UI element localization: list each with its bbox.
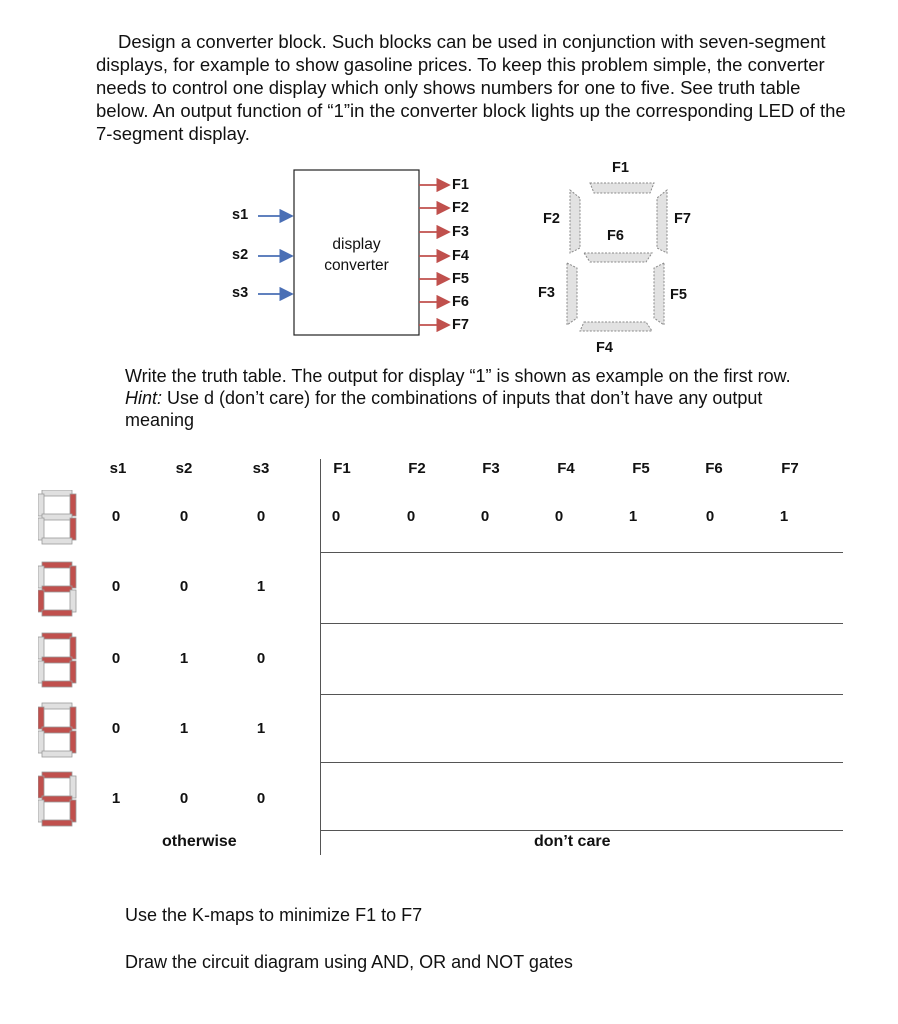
segment-middle [584, 253, 652, 262]
seven-segment-display [567, 183, 667, 331]
cell-r1-s2: 0 [179, 508, 189, 525]
segment-label-lower-right: F5 [670, 287, 687, 303]
segment-label-upper-right: F7 [674, 211, 691, 227]
cell-r1-f4: 0 [554, 508, 564, 525]
cell-r1-f5: 1 [628, 508, 638, 525]
digit-1-icon [38, 490, 76, 544]
cell-r4-s3: 1 [256, 720, 266, 737]
cell-r5-s3: 0 [256, 790, 266, 807]
cell-r3-s2: 1 [179, 650, 189, 667]
cell-r1-f3: 0 [480, 508, 490, 525]
cell-r3-s1: 0 [111, 650, 121, 667]
cell-r5-s1: 1 [111, 790, 121, 807]
segment-bottom [580, 322, 652, 331]
digit-2-icon [38, 562, 76, 616]
cell-r1-f2: 0 [406, 508, 416, 525]
circuit-instruction: Draw the circuit diagram using AND, OR and NOT gates [125, 952, 573, 972]
cell-r2-s1: 0 [111, 578, 121, 595]
segment-label-upper-left: F2 [543, 211, 560, 227]
row-line-1 [320, 552, 843, 553]
converter-diagram [0, 0, 898, 360]
cell-r1-s3: 0 [256, 508, 266, 525]
intro-text: Design a converter block. Such blocks can be used in conjunction with seven-segment displays, for example to show gasoline prices. To keep this problem simple, the converter needs to control one display which only shows numbers for one to five. See truth table below. An output function of “1”in the converter block lights up the corresponding LED of the 7-segment display. [96, 31, 846, 144]
cell-r2-s2: 0 [179, 578, 189, 595]
digit-icons [38, 490, 88, 830]
block-label-line1: display [332, 236, 381, 253]
cell-r2-s3: 1 [256, 578, 266, 595]
instruction-paragraph [125, 365, 825, 431]
cell-r5-s2: 0 [179, 790, 189, 807]
cell-r1-s1: 0 [111, 508, 121, 525]
digit-3-icon [38, 633, 76, 687]
block-label-line2: converter [324, 257, 389, 274]
segment-lower-right [654, 263, 664, 325]
segment-label-middle: F6 [607, 228, 624, 244]
header-f4: F4 [557, 460, 575, 477]
segment-upper-left [570, 190, 580, 253]
header-f5: F5 [632, 460, 650, 477]
block-label [294, 234, 419, 276]
row-line-2 [320, 623, 843, 624]
output-label-f2: F2 [452, 200, 469, 216]
output-arrows [419, 185, 449, 325]
segment-label-top: F1 [612, 160, 629, 176]
segment-lower-left [567, 263, 577, 325]
header-s2: s2 [175, 460, 193, 477]
input-label-s3: s3 [232, 285, 249, 301]
segment-label-bottom: F4 [596, 340, 613, 356]
cell-r1-f1: 0 [331, 508, 341, 525]
segment-label-lower-left: F3 [538, 285, 555, 301]
header-s3: s3 [252, 460, 270, 477]
hint-label: Hint: [125, 388, 163, 408]
cell-r3-s3: 0 [256, 650, 266, 667]
segment-top [590, 183, 654, 193]
otherwise-label: otherwise [162, 833, 237, 850]
output-label-f3: F3 [452, 224, 469, 240]
header-f3: F3 [482, 460, 500, 477]
digit-5-icon [38, 772, 76, 826]
kmap-instruction: Use the K-maps to minimize F1 to F7 [125, 905, 423, 925]
hint-text: Use d (don’t care) for the combinations of inputs that don’t have any output meaning [125, 388, 763, 430]
digit-4-icon [38, 703, 76, 757]
header-f2: F2 [408, 460, 426, 477]
cell-r1-f7: 1 [779, 508, 789, 525]
output-label-f6: F6 [452, 294, 469, 310]
output-label-f4: F4 [452, 248, 469, 264]
input-label-s1: s1 [232, 207, 249, 223]
cell-r4-s2: 1 [179, 720, 189, 737]
header-f1: F1 [333, 460, 351, 477]
output-label-f5: F5 [452, 271, 469, 287]
output-label-f7: F7 [452, 317, 469, 333]
input-arrows [258, 216, 292, 294]
dont-care-label: don’t care [534, 833, 611, 850]
input-label-s2: s2 [232, 247, 249, 263]
header-f7: F7 [781, 460, 799, 477]
cell-r1-f6: 0 [705, 508, 715, 525]
header-s1: s1 [109, 460, 127, 477]
row-line-4 [320, 762, 843, 763]
output-label-f1: F1 [452, 177, 469, 193]
row-line-5 [320, 830, 843, 831]
segment-upper-right [657, 190, 667, 253]
header-f6: F6 [705, 460, 723, 477]
instruction-text: Write the truth table. The output for display “1” is shown as example on the first row. [125, 366, 791, 386]
cell-r4-s1: 0 [111, 720, 121, 737]
row-line-3 [320, 694, 843, 695]
